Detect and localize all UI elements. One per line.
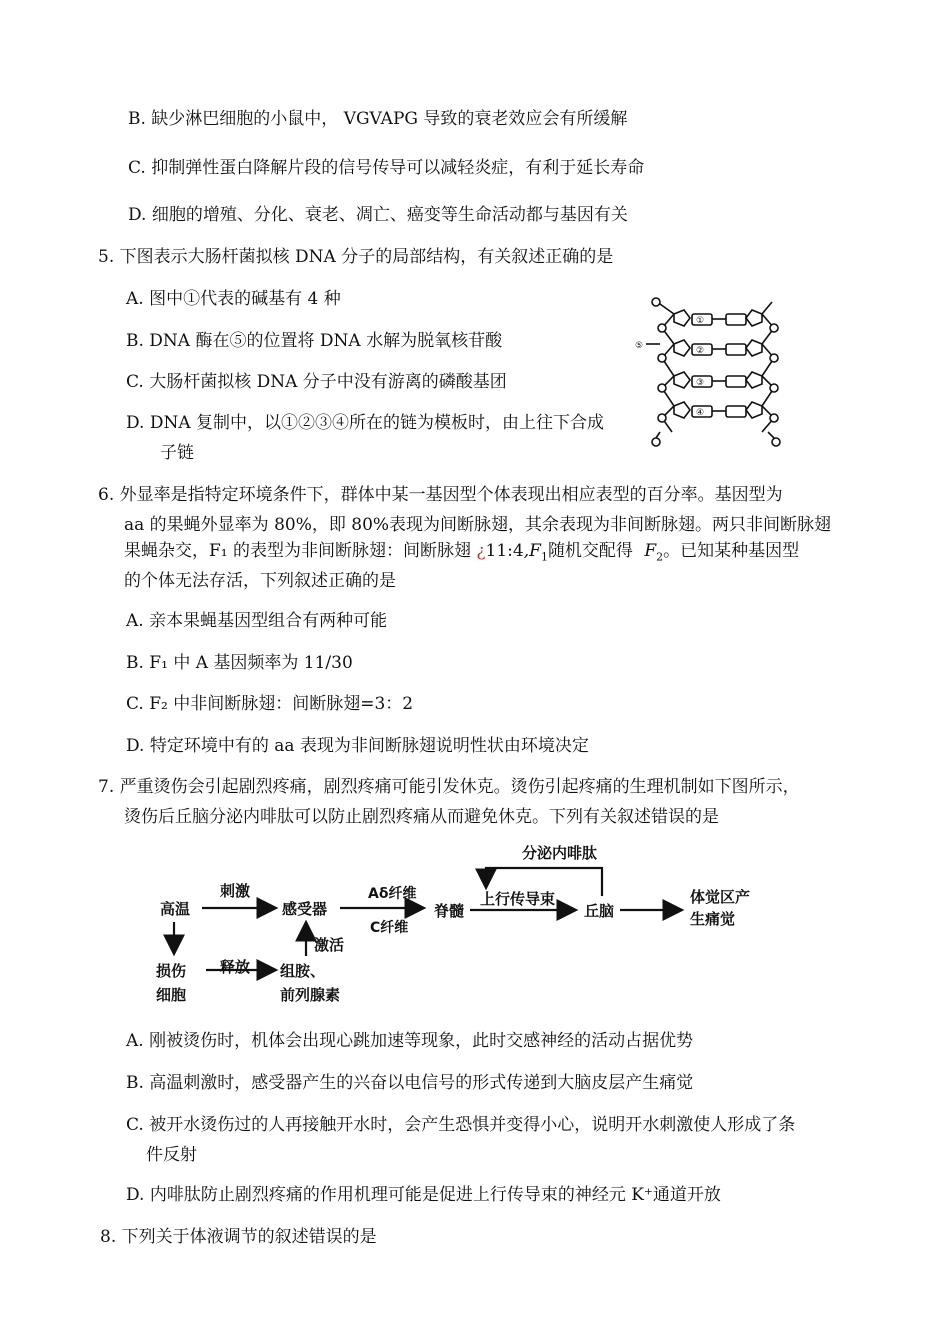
pain-mechanism-diagram [150,838,790,1010]
q7-option-c-cont: 件反射 [146,1145,197,1165]
q7-option-d: D. 内啡肽防止剧烈疼痛的作用机理可能是促进上行传导束的神经元 K⁺通道开放 [126,1185,721,1205]
diag-a-fiber: Aδ纤维 [368,886,417,902]
q6-f2: F [644,541,657,561]
diag-damaged-line2: 细胞 [156,986,187,1004]
q6-option-b: B. F₁ 中 A 基因频率为 11/30 [126,653,353,673]
diag-secrete: 分泌内啡肽 [522,844,598,862]
q6-line3-text: 果蝇杂交，F₁ 的表型为非间断脉翅：间断脉翅 [124,541,472,561]
diag-damaged-line1: 损伤 [156,962,187,980]
diag-activate: 激活 [314,936,345,954]
q6-stem-line1: 6. 外显率是指特定环境条件下，群体中某一基因型个体表现出相应表型的百分率。基因型为 [98,485,783,505]
q7-stem-line2: 烫伤后丘脑分泌内啡肽可以防止剧烈疼痛从而避免休克。下列有关叙述错误的是 [124,807,719,827]
q6-option-d: D. 特定环境中有的 aa 表现为非间断脉翅说明性状由环境决定 [126,736,589,756]
diag-receptor: 感受器 [282,900,328,918]
q8-stem: 8. 下列关于体液调节的叙述错误的是 [100,1227,377,1247]
q5-option-c: C. 大肠杆菌拟核 DNA 分子中没有游离的磷酸基团 [126,372,507,392]
q6-stem-line3 [124,540,799,568]
q7-stem-line1: 7. 严重烫伤会引起剧烈疼痛，剧烈疼痛可能引发休克。烫伤引起疼痛的生理机制如下图所示， [98,777,800,797]
q5-option-b: B. DNA 酶在⑤的位置将 DNA 水解为脱氧核苷酸 [126,331,503,351]
dna-label-1: ① [696,316,705,326]
diag-histamine-line1: 组胺、 [280,962,326,980]
q6-ratio: 11:4 [485,541,524,561]
q6-stem-line4: 的个体无法存活，下列叙述正确的是 [124,571,396,591]
dna-label-5: ⑤ [635,341,644,351]
diag-thalamus: 丘脑 [584,902,615,920]
q4-option-d: D. 细胞的增殖、分化、衰老、凋亡、癌变等生命活动都与基因有关 [128,205,628,225]
diag-histamine-line2: 前列腺素 [280,986,341,1004]
q6-f2-sub: 2 [656,550,664,564]
diag-ascending: 上行传导束 [480,890,556,908]
diag-sensory-line2: 生痛觉 [690,910,736,928]
q6-symbol: ¿ [476,541,486,561]
q7-option-b: B. 高温刺激时，感受器产生的兴奋以电信号的形式传递到大脑皮层产生痛觉 [126,1073,694,1093]
diag-release: 释放 [220,958,251,976]
diag-high-temp: 高温 [160,900,191,918]
q6-stem-line2: aa 的果蝇外显率为 80%，即 80%表现为间断脉翅，其余表现为非间断脉翅。两只非间断脉翅 [124,515,832,535]
q6-option-c: C. F₂ 中非间断脉翅：间断脉翅=3：2 [126,694,414,714]
dna-label-4: ④ [696,408,705,418]
q5-stem: 5. 下图表示大肠杆菌拟核 DNA 分子的局部结构，有关叙述正确的是 [98,247,614,267]
q5-option-d-cont: 子链 [160,443,194,463]
q4-option-c: C. 抑制弹性蛋白降解片段的信号传导可以减轻炎症，有利于延长寿命 [128,158,645,178]
q6-option-a: A. 亲本果蝇基因型组合有两种可能 [126,611,388,631]
diag-stimulate: 刺激 [220,882,251,900]
q5-option-a: A. 图中①代表的碱基有 4 种 [126,289,341,309]
diag-spinal: 脊髓 [434,902,465,920]
q6-line3-mid: 随机交配得 [547,541,633,561]
dna-structure-figure [632,292,792,452]
q4-option-b: B. 缺少淋巴细胞的小鼠中， VGVAPG 导致的衰老效应会有所缓解 [128,109,628,129]
diag-sensory-line1: 体觉区产 [690,888,751,906]
dna-label-3: ③ [696,378,705,388]
q6-line3-end: 。已知某种基因型 [663,541,800,561]
diag-c-fiber: C纤维 [370,920,409,936]
q7-option-a: A. 刚被烫伤时，机体会出现心跳加速等现象，此时交感神经的活动占据优势 [126,1031,694,1051]
q7-option-c: C. 被开水烫伤过的人再接触开水时，会产生恐惧并变得小心，说明开水刺激使人形成了条 [126,1115,796,1135]
q5-option-d: D. DNA 复制中，以①②③④所在的链为模板时，由上往下合成 [126,413,605,433]
q6-f1: ,F [523,541,541,561]
q6-f1-sub: 1 [540,550,548,564]
dna-label-2: ② [696,346,705,356]
